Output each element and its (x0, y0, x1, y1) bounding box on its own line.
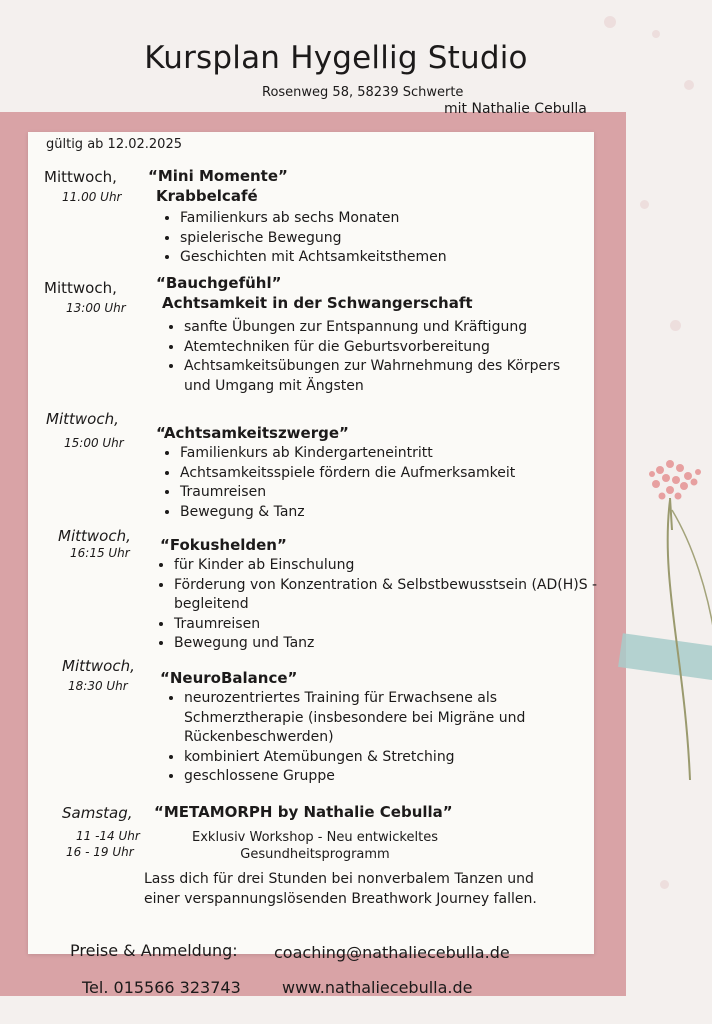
workshop-day: Samstag, (62, 804, 133, 822)
course-day: Mittwoch, (46, 410, 119, 428)
background-speck (684, 80, 694, 90)
list-item: • Atemtechniken für die Geburtsvorbereitung (184, 338, 574, 358)
workshop-description: Lass dich für drei Stunden bei nonverbalem Tanzen und einer verspannungslösenden Breathwork Journey fallen. (144, 871, 537, 907)
teacher-name: mit Nathalie Cebulla (444, 101, 587, 117)
course-title: “Mini Momente” (148, 167, 288, 185)
list-item: • Förderung von Konzentration & Selbstbewusstsein (AD(H)S - begleitend (174, 576, 598, 615)
course-time: 18:30 Uhr (68, 679, 128, 693)
workshop-subtitle-line: Exklusiv Workshop - Neu entwickeltes (192, 830, 438, 845)
course-day: Mittwoch, (44, 168, 117, 186)
course-time: 16:15 Uhr (70, 546, 130, 560)
list-item: • Achtsamkeitsspiele fördern die Aufmerksamkeit (180, 464, 590, 484)
valid-from-date: gültig ab 12.02.2025 (46, 137, 182, 152)
page-title: Kursplan Hygellig Studio (144, 40, 528, 76)
workshop-subtitle (150, 829, 480, 863)
course-bullet-list (156, 556, 598, 654)
list-item: • für Kinder ab Einschulung (174, 556, 598, 576)
course-bullet-list (162, 209, 540, 268)
background-speck (670, 320, 681, 331)
workshop-subtitle-line: Gesundheitsprogramm (240, 847, 390, 862)
list-item: • Bewegung & Tanz (180, 503, 590, 523)
list-item: • Familienkurs ab Kindergarteneintritt (180, 444, 590, 464)
email-link[interactable]: coaching@nathaliecebulla.de (274, 943, 510, 962)
workshop-title: “METAMORPH by Nathalie Cebulla” (154, 803, 453, 821)
list-item: • spielerische Bewegung (180, 229, 540, 249)
course-title: “NeuroBalance” (160, 669, 298, 687)
course-day: Mittwoch, (62, 657, 135, 675)
dried-flower-image (630, 500, 712, 800)
course-time: 11.00 Uhr (62, 190, 122, 204)
website-link[interactable]: www.nathaliecebulla.de (282, 978, 473, 997)
flower-blossom-icon (640, 450, 710, 530)
list-item: • Familienkurs ab sechs Monaten (180, 209, 540, 229)
course-time: 15:00 Uhr (64, 436, 124, 450)
background-speck (640, 200, 649, 209)
background-speck (604, 16, 616, 28)
list-item: • kombiniert Atemübungen & Stretching (184, 748, 594, 768)
course-day: Mittwoch, (44, 279, 117, 297)
course-time: 13:00 Uhr (66, 301, 126, 315)
course-day: Mittwoch, (58, 527, 131, 545)
course-subtitle: Achtsamkeit in der Schwangerschaft (162, 294, 473, 312)
list-item: • geschlossene Gruppe (184, 767, 594, 787)
course-bullet-list (166, 689, 594, 787)
course-bullet-list (166, 318, 574, 396)
studio-address: Rosenweg 58, 58239 Schwerte (262, 85, 464, 100)
workshop-time: 16 - 19 Uhr (66, 845, 134, 859)
course-subtitle: Krabbelcafé (156, 187, 258, 205)
course-title: “Fokushelden” (160, 536, 287, 554)
course-bullet-list (162, 444, 590, 522)
course-title: “Achtsamkeitszwerge” (156, 424, 349, 442)
pricing-label: Preise & Anmeldung: (70, 941, 238, 960)
workshop-time: 11 -14 Uhr (76, 829, 140, 843)
list-item: • sanfte Übungen zur Entspannung und Kräftigung (184, 318, 574, 338)
list-item: • Traumreisen (174, 615, 598, 635)
list-item: • Achtsamkeitsübungen zur Wahrnehmung des Körpers und Umgang mit Ängsten (184, 357, 574, 396)
list-item: • Geschichten mit Achtsamkeitsthemen (180, 248, 540, 268)
background-speck (660, 880, 669, 889)
list-item: • Traumreisen (180, 483, 590, 503)
background-speck (652, 30, 660, 38)
course-title: “Bauchgefühl” (156, 274, 282, 292)
list-item: • Bewegung und Tanz (174, 634, 598, 654)
phone-number[interactable]: Tel. 015566 323743 (82, 978, 241, 997)
list-item: • neurozentriertes Training für Erwachsene als Schmerztherapie (insbesondere bei Migräne und Rückenbeschwerden) (184, 689, 594, 748)
